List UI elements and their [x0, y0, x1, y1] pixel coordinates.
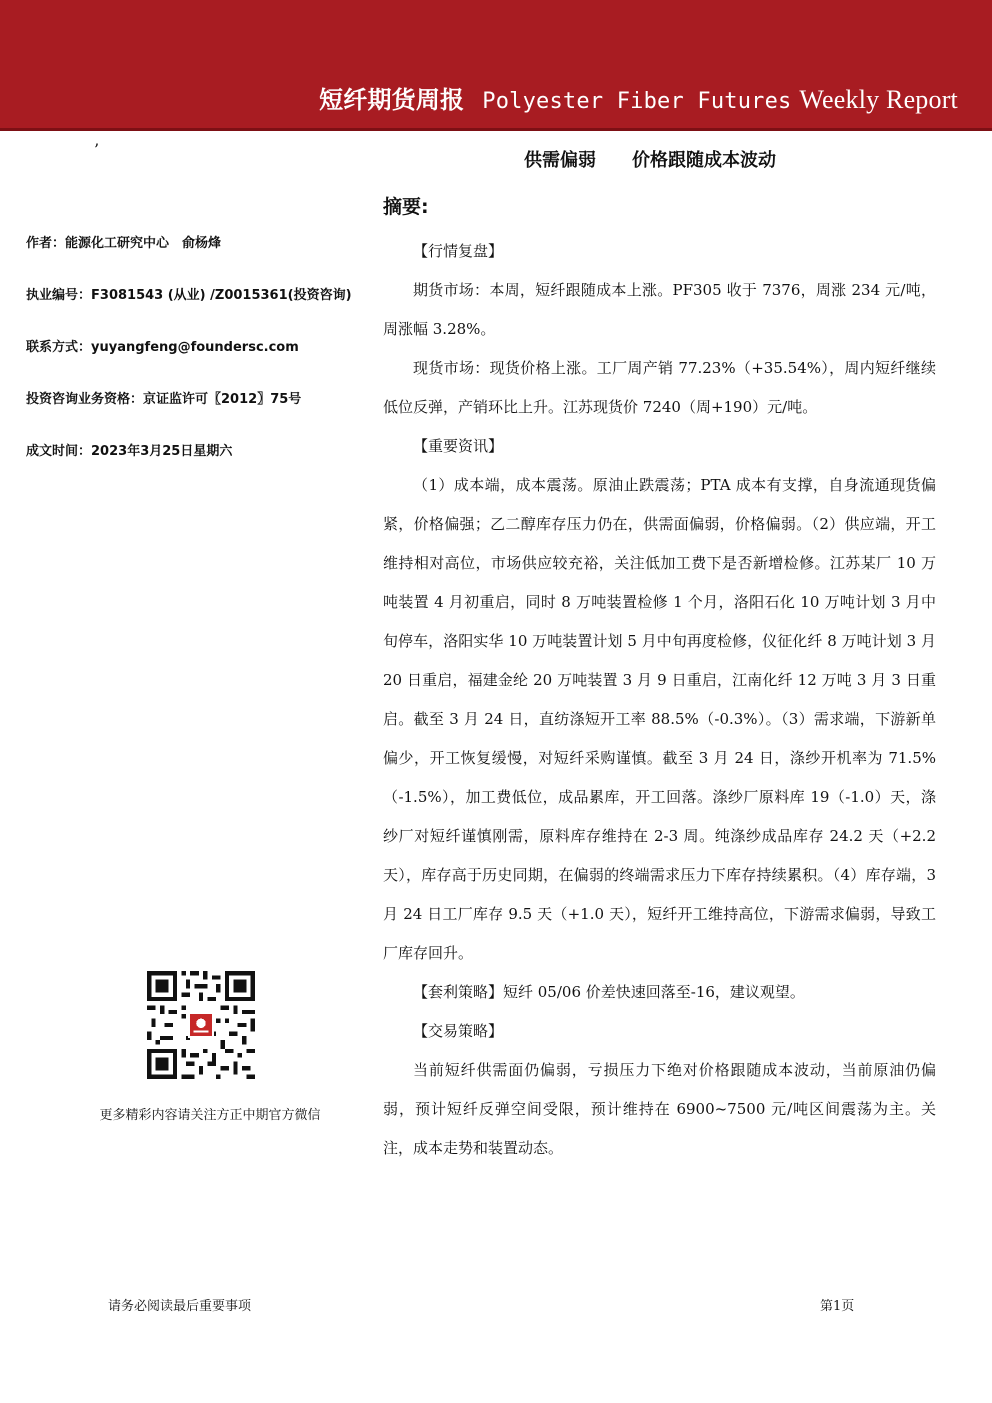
paragraph-trading-strategy: 当前短纤供需面仍偏弱，亏损压力下绝对价格跟随成本波动，当前原油仍偏弱，预计短纤反弹空间受限，预计维持在 6900~7500 元/吨区间震荡为主。关注，成本走势和装置动态。	[383, 1061, 936, 1157]
author-info	[26, 232, 356, 492]
footer-notice: 请务必阅读最后重要事项	[108, 1299, 252, 1314]
summary-label: 摘要:	[383, 196, 429, 218]
footer-page-number: 第1页	[820, 1299, 855, 1314]
paragraph-key-news: （1）成本端，成本震荡。原油止跌震荡；PTA 成本有支撑，自身流通现货偏紧，价格偏强；乙二醇库存压力仍在，供需面偏弱，价格偏弱。（2）供应端，开工维持相对高位，市场供应较充裕，关注低加工费下是否新增检修。江苏某厂 10 万吨装置 4 月初重启，同时 8 万吨装置检修 1 个月，洛阳石化 10 万吨计划 3 月中旬停车，洛阳实华 10 万吨装置计划 5 月中旬再度检修，仪征化纤 8 万吨计划 3 月 20 日重启，福建金纶 20 万吨装置 3 月 9 日重启，江南化纤 12 万吨 3 月 3 日重启。截至 3 月 24 日，直纺涤短开工率 88.5%（-0.3%）。（3）需求端，下游新单偏少，开工恢复缓慢，对短纤采购谨慎。截至 3 月 24 日，涤纱开机率为 71.5%（-1.5%），加工费低位，成品累库，开工回落。涤纱厂原料库 19（-1.0）天，涤纱厂对短纤谨慎刚需，原料库存维持在 2-3 周。纯涤纱成品库存 24.2 天（+2.2 天），库存高于历史同期，在偏弱的终端需求压力下库存持续累积。（4）库存端，3 月 24 日工厂库存 9.5 天（+1.0 天），短纤开工维持高位，下游需求偏弱，导致工厂库存回升。	[383, 476, 936, 962]
date-value: 2023年3月25日星期六	[91, 444, 233, 459]
contact-email[interactable]: yuyangfeng@foundersc.com	[91, 340, 299, 355]
qualification-value: 京证监许可〖2012〗75号	[143, 392, 302, 407]
qr-caption: 更多精彩内容请关注方正中期官方微信	[99, 1108, 321, 1123]
header-title-en: Polyester Fiber Futures	[482, 89, 792, 114]
qualification-label: 投资咨询业务资格：	[26, 392, 144, 407]
author-label: 作者：	[26, 236, 66, 251]
paragraph-futures-market: 期货市场：本周，短纤跟随成本上涨。PF305 收于 7376，周涨 234 元/吨，周涨幅 3.28%。	[383, 281, 936, 338]
report-title-part2: 价格跟随成本波动	[632, 150, 776, 171]
header-title-en-weekly: Weekly Report	[799, 85, 958, 114]
date-row	[26, 440, 356, 492]
license-row	[26, 284, 356, 336]
author-row	[26, 232, 356, 284]
section-heading-market-review: 【行情复盘】	[413, 242, 504, 260]
wechat-qr-code	[147, 971, 255, 1079]
contact-row	[26, 336, 356, 388]
report-title-part1: 供需偏弱	[524, 150, 596, 171]
contact-label: 联系方式：	[26, 340, 92, 355]
qualification-row	[26, 388, 356, 440]
author-value: 能源化工研究中心 俞杨烽	[65, 236, 222, 251]
license-label: 执业编号：	[26, 288, 92, 303]
license-value: F3081543 (从业) /Z0015361(投资咨询)	[91, 288, 352, 303]
header-title-cn: 短纤期货周报	[319, 86, 465, 114]
date-label: 成文时间：	[26, 444, 92, 459]
stray-mark: ’	[94, 140, 100, 159]
report-header-title	[319, 80, 958, 115]
report-title	[524, 146, 776, 172]
section-heading-trading-strategy: 【交易策略】	[413, 1022, 504, 1040]
report-body	[383, 232, 936, 1168]
header-rule	[0, 128, 992, 131]
paragraph-arbitrage-strategy: 【套利策略】短纤 05/06 价差快速回落至-16，建议观望。	[413, 983, 805, 1001]
section-heading-key-news: 【重要资讯】	[413, 437, 504, 455]
paragraph-spot-market: 现货市场：现货价格上涨。工厂周产销 77.23%（+35.54%），周内短纤继续低位反弹，产销环比上升。江苏现货价 7240（周+190）元/吨。	[383, 359, 936, 416]
